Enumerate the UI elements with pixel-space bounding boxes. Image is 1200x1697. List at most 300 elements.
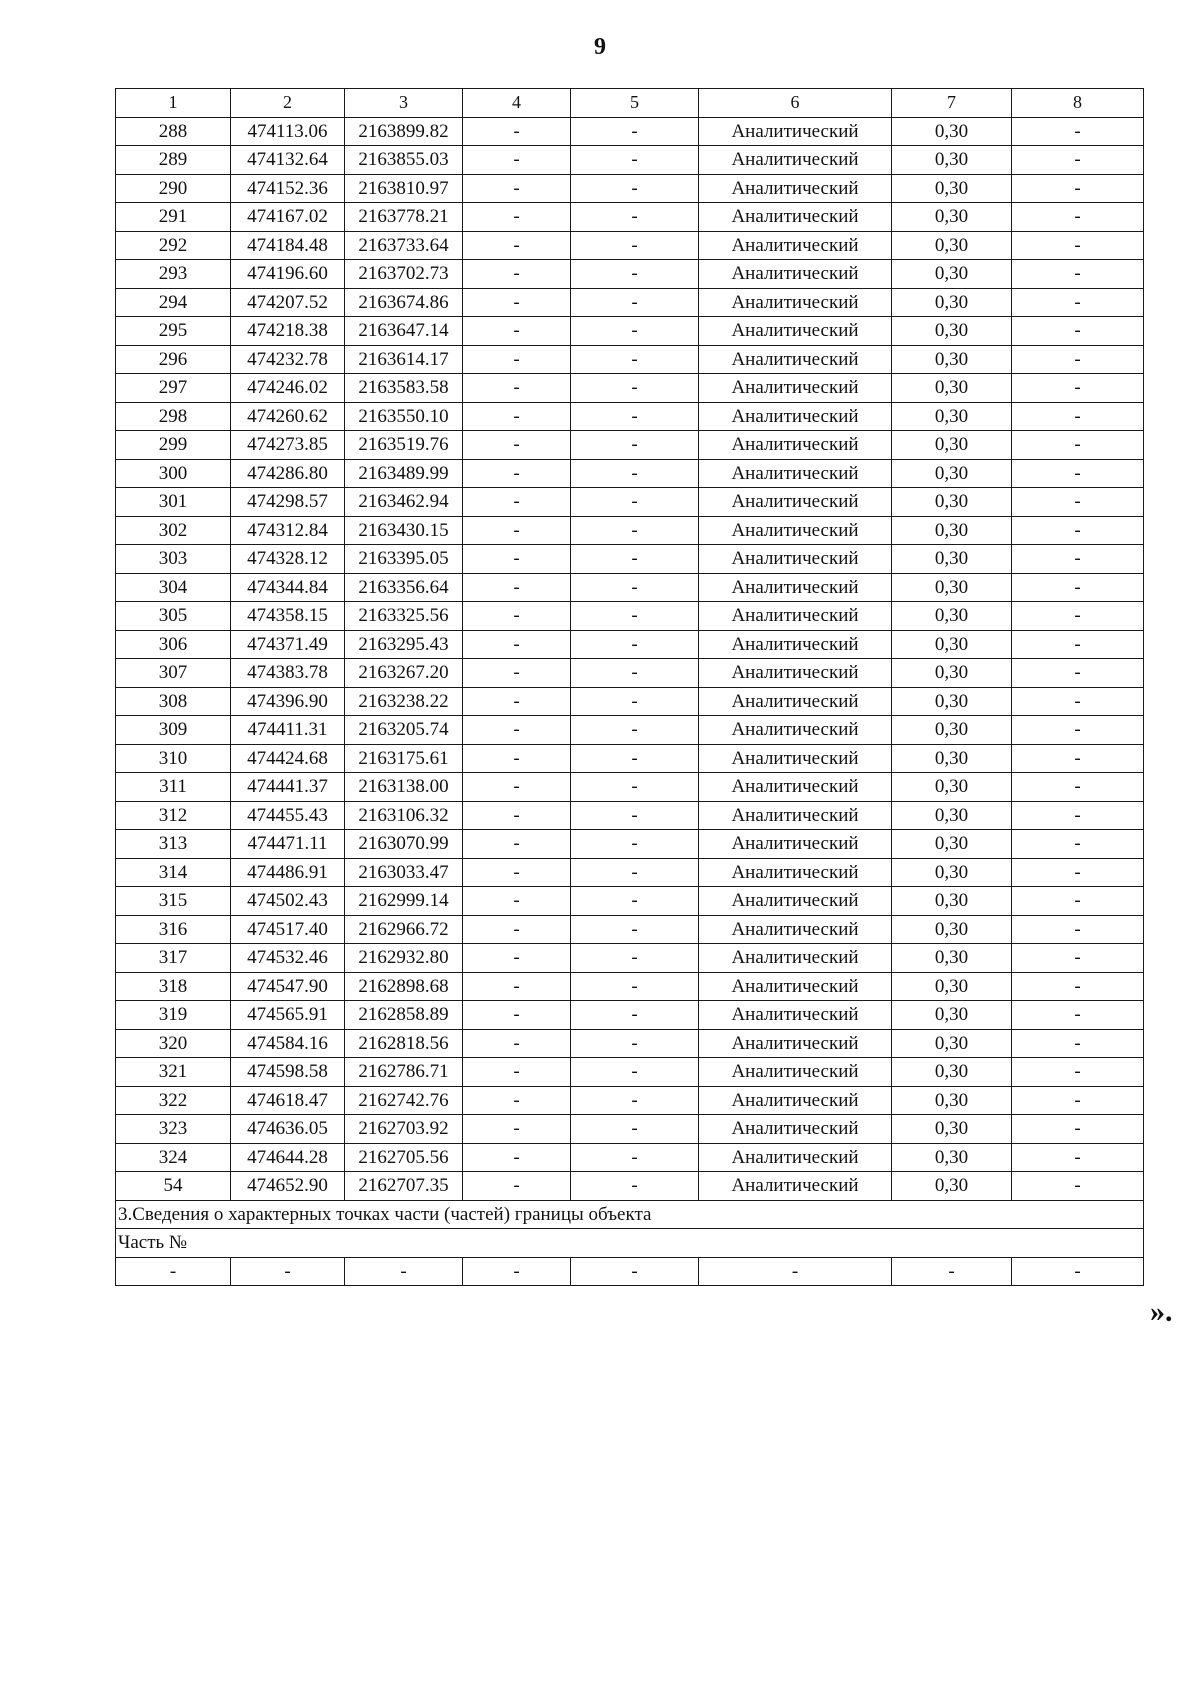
cell-col8-value: - bbox=[1012, 773, 1144, 802]
cell-point-number: 315 bbox=[116, 887, 231, 916]
cell-col8-value: - bbox=[1012, 915, 1144, 944]
cell-accuracy: 0,30 bbox=[892, 1001, 1012, 1030]
cell-col4-value: - bbox=[463, 146, 571, 175]
part-cell-8: - bbox=[1012, 1257, 1144, 1286]
cell-coord-y: 2163462.94 bbox=[345, 488, 463, 517]
column-header-6: 6 bbox=[699, 89, 892, 118]
cell-col5-value: - bbox=[571, 231, 699, 260]
cell-accuracy: 0,30 bbox=[892, 944, 1012, 973]
table-row bbox=[116, 203, 1144, 232]
cell-method: Аналитический bbox=[699, 801, 892, 830]
cell-method: Аналитический bbox=[699, 146, 892, 175]
cell-accuracy: 0,30 bbox=[892, 203, 1012, 232]
cell-col8-value: - bbox=[1012, 146, 1144, 175]
cell-col4-value: - bbox=[463, 573, 571, 602]
cell-accuracy: 0,30 bbox=[892, 117, 1012, 146]
cell-accuracy: 0,30 bbox=[892, 1172, 1012, 1201]
cell-col5-value: - bbox=[571, 944, 699, 973]
cell-coord-x: 474218.38 bbox=[231, 317, 345, 346]
table-row bbox=[116, 630, 1144, 659]
cell-coord-x: 474598.58 bbox=[231, 1058, 345, 1087]
cell-col8-value: - bbox=[1012, 288, 1144, 317]
cell-col8-value: - bbox=[1012, 1001, 1144, 1030]
cell-method: Аналитический bbox=[699, 744, 892, 773]
table-row bbox=[116, 488, 1144, 517]
cell-point-number: 295 bbox=[116, 317, 231, 346]
cell-col4-value: - bbox=[463, 830, 571, 859]
cell-coord-x: 474618.47 bbox=[231, 1086, 345, 1115]
cell-accuracy: 0,30 bbox=[892, 1143, 1012, 1172]
cell-col5-value: - bbox=[571, 459, 699, 488]
cell-col5-value: - bbox=[571, 431, 699, 460]
column-number-row bbox=[116, 89, 1144, 118]
cell-coord-y: 2162705.56 bbox=[345, 1143, 463, 1172]
cell-point-number: 319 bbox=[116, 1001, 231, 1030]
cell-point-number: 299 bbox=[116, 431, 231, 460]
cell-accuracy: 0,30 bbox=[892, 887, 1012, 916]
cell-coord-y: 2163702.73 bbox=[345, 260, 463, 289]
table-row bbox=[116, 402, 1144, 431]
column-header-8: 8 bbox=[1012, 89, 1144, 118]
cell-coord-y: 2163899.82 bbox=[345, 117, 463, 146]
cell-coord-y: 2163550.10 bbox=[345, 402, 463, 431]
cell-method: Аналитический bbox=[699, 830, 892, 859]
cell-coord-y: 2162898.68 bbox=[345, 972, 463, 1001]
cell-accuracy: 0,30 bbox=[892, 1029, 1012, 1058]
cell-accuracy: 0,30 bbox=[892, 716, 1012, 745]
cell-method: Аналитический bbox=[699, 602, 892, 631]
cell-col4-value: - bbox=[463, 1143, 571, 1172]
cell-point-number: 303 bbox=[116, 545, 231, 574]
cell-point-number: 294 bbox=[116, 288, 231, 317]
table-row bbox=[116, 801, 1144, 830]
cell-accuracy: 0,30 bbox=[892, 231, 1012, 260]
cell-coord-x: 474246.02 bbox=[231, 374, 345, 403]
cell-accuracy: 0,30 bbox=[892, 459, 1012, 488]
cell-coord-y: 2163519.76 bbox=[345, 431, 463, 460]
cell-method: Аналитический bbox=[699, 659, 892, 688]
cell-col4-value: - bbox=[463, 944, 571, 973]
cell-col5-value: - bbox=[571, 1058, 699, 1087]
cell-coord-y: 2163430.15 bbox=[345, 516, 463, 545]
cell-col8-value: - bbox=[1012, 203, 1144, 232]
cell-col8-value: - bbox=[1012, 716, 1144, 745]
cell-col8-value: - bbox=[1012, 744, 1144, 773]
cell-col4-value: - bbox=[463, 1058, 571, 1087]
cell-accuracy: 0,30 bbox=[892, 516, 1012, 545]
cell-point-number: 309 bbox=[116, 716, 231, 745]
cell-coord-y: 2163205.74 bbox=[345, 716, 463, 745]
cell-coord-x: 474207.52 bbox=[231, 288, 345, 317]
cell-coord-x: 474502.43 bbox=[231, 887, 345, 916]
cell-col5-value: - bbox=[571, 174, 699, 203]
cell-method: Аналитический bbox=[699, 887, 892, 916]
cell-accuracy: 0,30 bbox=[892, 630, 1012, 659]
table-row bbox=[116, 545, 1144, 574]
cell-col4-value: - bbox=[463, 516, 571, 545]
cell-col4-value: - bbox=[463, 659, 571, 688]
cell-coord-y: 2163267.20 bbox=[345, 659, 463, 688]
cell-col4-value: - bbox=[463, 260, 571, 289]
cell-coord-x: 474532.46 bbox=[231, 944, 345, 973]
cell-accuracy: 0,30 bbox=[892, 602, 1012, 631]
page-number: 9 bbox=[594, 34, 606, 60]
cell-col4-value: - bbox=[463, 203, 571, 232]
cell-col8-value: - bbox=[1012, 972, 1144, 1001]
cell-coord-y: 2162707.35 bbox=[345, 1172, 463, 1201]
cell-coord-x: 474113.06 bbox=[231, 117, 345, 146]
cell-coord-x: 474184.48 bbox=[231, 231, 345, 260]
table-row bbox=[116, 716, 1144, 745]
cell-col5-value: - bbox=[571, 117, 699, 146]
cell-coord-x: 474312.84 bbox=[231, 516, 345, 545]
cell-col4-value: - bbox=[463, 231, 571, 260]
cell-point-number: 312 bbox=[116, 801, 231, 830]
cell-col5-value: - bbox=[571, 630, 699, 659]
table-row bbox=[116, 687, 1144, 716]
cell-col5-value: - bbox=[571, 915, 699, 944]
cell-col5-value: - bbox=[571, 146, 699, 175]
cell-method: Аналитический bbox=[699, 345, 892, 374]
cell-col8-value: - bbox=[1012, 174, 1144, 203]
cell-point-number: 321 bbox=[116, 1058, 231, 1087]
cell-method: Аналитический bbox=[699, 402, 892, 431]
cell-col4-value: - bbox=[463, 744, 571, 773]
cell-coord-y: 2163647.14 bbox=[345, 317, 463, 346]
cell-method: Аналитический bbox=[699, 1086, 892, 1115]
cell-accuracy: 0,30 bbox=[892, 858, 1012, 887]
cell-method: Аналитический bbox=[699, 1058, 892, 1087]
cell-coord-y: 2163614.17 bbox=[345, 345, 463, 374]
cell-coord-y: 2163810.97 bbox=[345, 174, 463, 203]
cell-coord-y: 2163356.64 bbox=[345, 573, 463, 602]
cell-col8-value: - bbox=[1012, 402, 1144, 431]
table-row bbox=[116, 744, 1144, 773]
cell-col5-value: - bbox=[571, 1001, 699, 1030]
cell-col5-value: - bbox=[571, 260, 699, 289]
cell-col8-value: - bbox=[1012, 488, 1144, 517]
cell-accuracy: 0,30 bbox=[892, 545, 1012, 574]
cell-accuracy: 0,30 bbox=[892, 915, 1012, 944]
cell-coord-x: 474565.91 bbox=[231, 1001, 345, 1030]
cell-col4-value: - bbox=[463, 858, 571, 887]
column-header-2: 2 bbox=[231, 89, 345, 118]
cell-coord-y: 2162818.56 bbox=[345, 1029, 463, 1058]
cell-accuracy: 0,30 bbox=[892, 288, 1012, 317]
cell-coord-y: 2162703.92 bbox=[345, 1115, 463, 1144]
table-row bbox=[116, 915, 1144, 944]
cell-coord-x: 474636.05 bbox=[231, 1115, 345, 1144]
cell-method: Аналитический bbox=[699, 716, 892, 745]
table-row bbox=[116, 1086, 1144, 1115]
cell-col5-value: - bbox=[571, 744, 699, 773]
cell-col8-value: - bbox=[1012, 231, 1144, 260]
cell-method: Аналитический bbox=[699, 1115, 892, 1144]
cell-coord-x: 474132.64 bbox=[231, 146, 345, 175]
cell-col5-value: - bbox=[571, 687, 699, 716]
cell-col4-value: - bbox=[463, 174, 571, 203]
cell-point-number: 316 bbox=[116, 915, 231, 944]
cell-accuracy: 0,30 bbox=[892, 317, 1012, 346]
cell-col4-value: - bbox=[463, 1086, 571, 1115]
cell-coord-y: 2163106.32 bbox=[345, 801, 463, 830]
cell-accuracy: 0,30 bbox=[892, 146, 1012, 175]
cell-coord-y: 2163733.64 bbox=[345, 231, 463, 260]
cell-col8-value: - bbox=[1012, 1058, 1144, 1087]
cell-coord-x: 474486.91 bbox=[231, 858, 345, 887]
cell-method: Аналитический bbox=[699, 972, 892, 1001]
cell-coord-y: 2163395.05 bbox=[345, 545, 463, 574]
cell-point-number: 317 bbox=[116, 944, 231, 973]
cell-col5-value: - bbox=[571, 374, 699, 403]
cell-col4-value: - bbox=[463, 630, 571, 659]
cell-coord-x: 474411.31 bbox=[231, 716, 345, 745]
cell-col5-value: - bbox=[571, 830, 699, 859]
cell-col4-value: - bbox=[463, 602, 571, 631]
cell-coord-x: 474471.11 bbox=[231, 830, 345, 859]
table-row bbox=[116, 830, 1144, 859]
part-cell-6: - bbox=[699, 1257, 892, 1286]
cell-method: Аналитический bbox=[699, 944, 892, 973]
cell-coord-y: 2163238.22 bbox=[345, 687, 463, 716]
table-row bbox=[116, 602, 1144, 631]
cell-coord-y: 2163489.99 bbox=[345, 459, 463, 488]
cell-method: Аналитический bbox=[699, 516, 892, 545]
cell-point-number: 313 bbox=[116, 830, 231, 859]
cell-method: Аналитический bbox=[699, 773, 892, 802]
cell-col8-value: - bbox=[1012, 659, 1144, 688]
cell-col5-value: - bbox=[571, 858, 699, 887]
table-row bbox=[116, 1058, 1144, 1087]
cell-col5-value: - bbox=[571, 345, 699, 374]
cell-col8-value: - bbox=[1012, 944, 1144, 973]
cell-coord-x: 474517.40 bbox=[231, 915, 345, 944]
cell-point-number: 300 bbox=[116, 459, 231, 488]
table-row bbox=[116, 117, 1144, 146]
section-title-row bbox=[116, 1200, 1144, 1229]
cell-col8-value: - bbox=[1012, 687, 1144, 716]
cell-col8-value: - bbox=[1012, 1115, 1144, 1144]
cell-coord-x: 474286.80 bbox=[231, 459, 345, 488]
table-row bbox=[116, 773, 1144, 802]
cell-point-number: 318 bbox=[116, 972, 231, 1001]
cell-accuracy: 0,30 bbox=[892, 345, 1012, 374]
cell-col8-value: - bbox=[1012, 374, 1144, 403]
cell-col4-value: - bbox=[463, 773, 571, 802]
cell-coord-y: 2162858.89 bbox=[345, 1001, 463, 1030]
cell-method: Аналитический bbox=[699, 1172, 892, 1201]
cell-col4-value: - bbox=[463, 972, 571, 1001]
cell-point-number: 296 bbox=[116, 345, 231, 374]
cell-coord-y: 2162932.80 bbox=[345, 944, 463, 973]
cell-accuracy: 0,30 bbox=[892, 801, 1012, 830]
cell-col8-value: - bbox=[1012, 1086, 1144, 1115]
part-cell-2: - bbox=[231, 1257, 345, 1286]
cell-col4-value: - bbox=[463, 687, 571, 716]
cell-accuracy: 0,30 bbox=[892, 830, 1012, 859]
table-row bbox=[116, 174, 1144, 203]
table-row bbox=[116, 374, 1144, 403]
cell-col8-value: - bbox=[1012, 260, 1144, 289]
cell-point-number: 290 bbox=[116, 174, 231, 203]
cell-col5-value: - bbox=[571, 1086, 699, 1115]
cell-col8-value: - bbox=[1012, 516, 1144, 545]
cell-method: Аналитический bbox=[699, 858, 892, 887]
cell-coord-x: 474584.16 bbox=[231, 1029, 345, 1058]
cell-accuracy: 0,30 bbox=[892, 573, 1012, 602]
cell-coord-x: 474273.85 bbox=[231, 431, 345, 460]
cell-col5-value: - bbox=[571, 317, 699, 346]
part-cell-1: - bbox=[116, 1257, 231, 1286]
cell-col8-value: - bbox=[1012, 345, 1144, 374]
cell-point-number: 308 bbox=[116, 687, 231, 716]
cell-method: Аналитический bbox=[699, 1029, 892, 1058]
cell-col8-value: - bbox=[1012, 317, 1144, 346]
cell-col5-value: - bbox=[571, 659, 699, 688]
cell-point-number: 289 bbox=[116, 146, 231, 175]
cell-method: Аналитический bbox=[699, 288, 892, 317]
cell-method: Аналитический bbox=[699, 231, 892, 260]
cell-col5-value: - bbox=[571, 402, 699, 431]
table-row bbox=[116, 459, 1144, 488]
cell-accuracy: 0,30 bbox=[892, 744, 1012, 773]
cell-coord-y: 2163295.43 bbox=[345, 630, 463, 659]
cell-coord-y: 2163325.56 bbox=[345, 602, 463, 631]
table-row bbox=[116, 858, 1144, 887]
cell-accuracy: 0,30 bbox=[892, 260, 1012, 289]
cell-col5-value: - bbox=[571, 1029, 699, 1058]
cell-method: Аналитический bbox=[699, 573, 892, 602]
cell-point-number: 314 bbox=[116, 858, 231, 887]
part-number-label: Часть № bbox=[116, 1229, 1144, 1258]
cell-coord-y: 2163138.00 bbox=[345, 773, 463, 802]
cell-col4-value: - bbox=[463, 545, 571, 574]
cell-accuracy: 0,30 bbox=[892, 1058, 1012, 1087]
cell-point-number: 302 bbox=[116, 516, 231, 545]
cell-col4-value: - bbox=[463, 716, 571, 745]
cell-coord-x: 474441.37 bbox=[231, 773, 345, 802]
cell-col5-value: - bbox=[571, 288, 699, 317]
cell-coord-y: 2163674.86 bbox=[345, 288, 463, 317]
part-cell-5: - bbox=[571, 1257, 699, 1286]
cell-col4-value: - bbox=[463, 459, 571, 488]
cell-col5-value: - bbox=[571, 545, 699, 574]
boundary-points-table bbox=[115, 88, 1144, 1286]
cell-point-number: 324 bbox=[116, 1143, 231, 1172]
cell-col8-value: - bbox=[1012, 431, 1144, 460]
cell-coord-x: 474424.68 bbox=[231, 744, 345, 773]
cell-col5-value: - bbox=[571, 516, 699, 545]
table-row bbox=[116, 1172, 1144, 1201]
cell-accuracy: 0,30 bbox=[892, 773, 1012, 802]
cell-point-number: 292 bbox=[116, 231, 231, 260]
table-row bbox=[116, 1001, 1144, 1030]
cell-coord-x: 474196.60 bbox=[231, 260, 345, 289]
column-header-5: 5 bbox=[571, 89, 699, 118]
cell-point-number: 307 bbox=[116, 659, 231, 688]
cell-col8-value: - bbox=[1012, 887, 1144, 916]
cell-col4-value: - bbox=[463, 887, 571, 916]
part-cell-3: - bbox=[345, 1257, 463, 1286]
cell-method: Аналитический bbox=[699, 488, 892, 517]
cell-method: Аналитический bbox=[699, 117, 892, 146]
cell-accuracy: 0,30 bbox=[892, 431, 1012, 460]
column-header-1: 1 bbox=[116, 89, 231, 118]
cell-point-number: 306 bbox=[116, 630, 231, 659]
cell-col5-value: - bbox=[571, 1172, 699, 1201]
cell-accuracy: 0,30 bbox=[892, 659, 1012, 688]
cell-coord-x: 474344.84 bbox=[231, 573, 345, 602]
cell-coord-x: 474455.43 bbox=[231, 801, 345, 830]
section-title: 3.Сведения о характерных точках части (частей) границы объекта bbox=[116, 1200, 1144, 1229]
cell-point-number: 291 bbox=[116, 203, 231, 232]
cell-point-number: 298 bbox=[116, 402, 231, 431]
cell-method: Аналитический bbox=[699, 431, 892, 460]
cell-accuracy: 0,30 bbox=[892, 374, 1012, 403]
cell-col4-value: - bbox=[463, 1115, 571, 1144]
cell-coord-x: 474232.78 bbox=[231, 345, 345, 374]
cell-method: Аналитический bbox=[699, 317, 892, 346]
cell-coord-x: 474547.90 bbox=[231, 972, 345, 1001]
cell-coord-y: 2163033.47 bbox=[345, 858, 463, 887]
cell-col4-value: - bbox=[463, 915, 571, 944]
cell-method: Аналитический bbox=[699, 630, 892, 659]
table-row bbox=[116, 1115, 1144, 1144]
cell-col8-value: - bbox=[1012, 602, 1144, 631]
part-label-row bbox=[116, 1229, 1144, 1258]
cell-coord-y: 2163778.21 bbox=[345, 203, 463, 232]
cell-col5-value: - bbox=[571, 1143, 699, 1172]
cell-method: Аналитический bbox=[699, 260, 892, 289]
cell-point-number: 301 bbox=[116, 488, 231, 517]
cell-col4-value: - bbox=[463, 1029, 571, 1058]
cell-coord-x: 474644.28 bbox=[231, 1143, 345, 1172]
cell-col4-value: - bbox=[463, 1172, 571, 1201]
cell-accuracy: 0,30 bbox=[892, 402, 1012, 431]
cell-col8-value: - bbox=[1012, 630, 1144, 659]
table-row bbox=[116, 431, 1144, 460]
cell-col8-value: - bbox=[1012, 573, 1144, 602]
column-header-3: 3 bbox=[345, 89, 463, 118]
cell-col5-value: - bbox=[571, 1115, 699, 1144]
table-row bbox=[116, 288, 1144, 317]
closing-quote-mark: ». bbox=[1150, 1295, 1173, 1328]
cell-accuracy: 0,30 bbox=[892, 174, 1012, 203]
table-row bbox=[116, 887, 1144, 916]
cell-col5-value: - bbox=[571, 887, 699, 916]
cell-method: Аналитический bbox=[699, 545, 892, 574]
table-row bbox=[116, 972, 1144, 1001]
cell-method: Аналитический bbox=[699, 915, 892, 944]
column-header-7: 7 bbox=[892, 89, 1012, 118]
table-row bbox=[116, 1143, 1144, 1172]
cell-point-number: 322 bbox=[116, 1086, 231, 1115]
table-row bbox=[116, 317, 1144, 346]
cell-coord-x: 474383.78 bbox=[231, 659, 345, 688]
table-row bbox=[116, 944, 1144, 973]
part-cell-7: - bbox=[892, 1257, 1012, 1286]
cell-point-number: 297 bbox=[116, 374, 231, 403]
part-cell-4: - bbox=[463, 1257, 571, 1286]
cell-col8-value: - bbox=[1012, 117, 1144, 146]
cell-col8-value: - bbox=[1012, 1172, 1144, 1201]
cell-point-number: 305 bbox=[116, 602, 231, 631]
cell-coord-y: 2162999.14 bbox=[345, 887, 463, 916]
cell-accuracy: 0,30 bbox=[892, 1086, 1012, 1115]
cell-col8-value: - bbox=[1012, 1029, 1144, 1058]
cell-coord-y: 2163583.58 bbox=[345, 374, 463, 403]
cell-col8-value: - bbox=[1012, 459, 1144, 488]
